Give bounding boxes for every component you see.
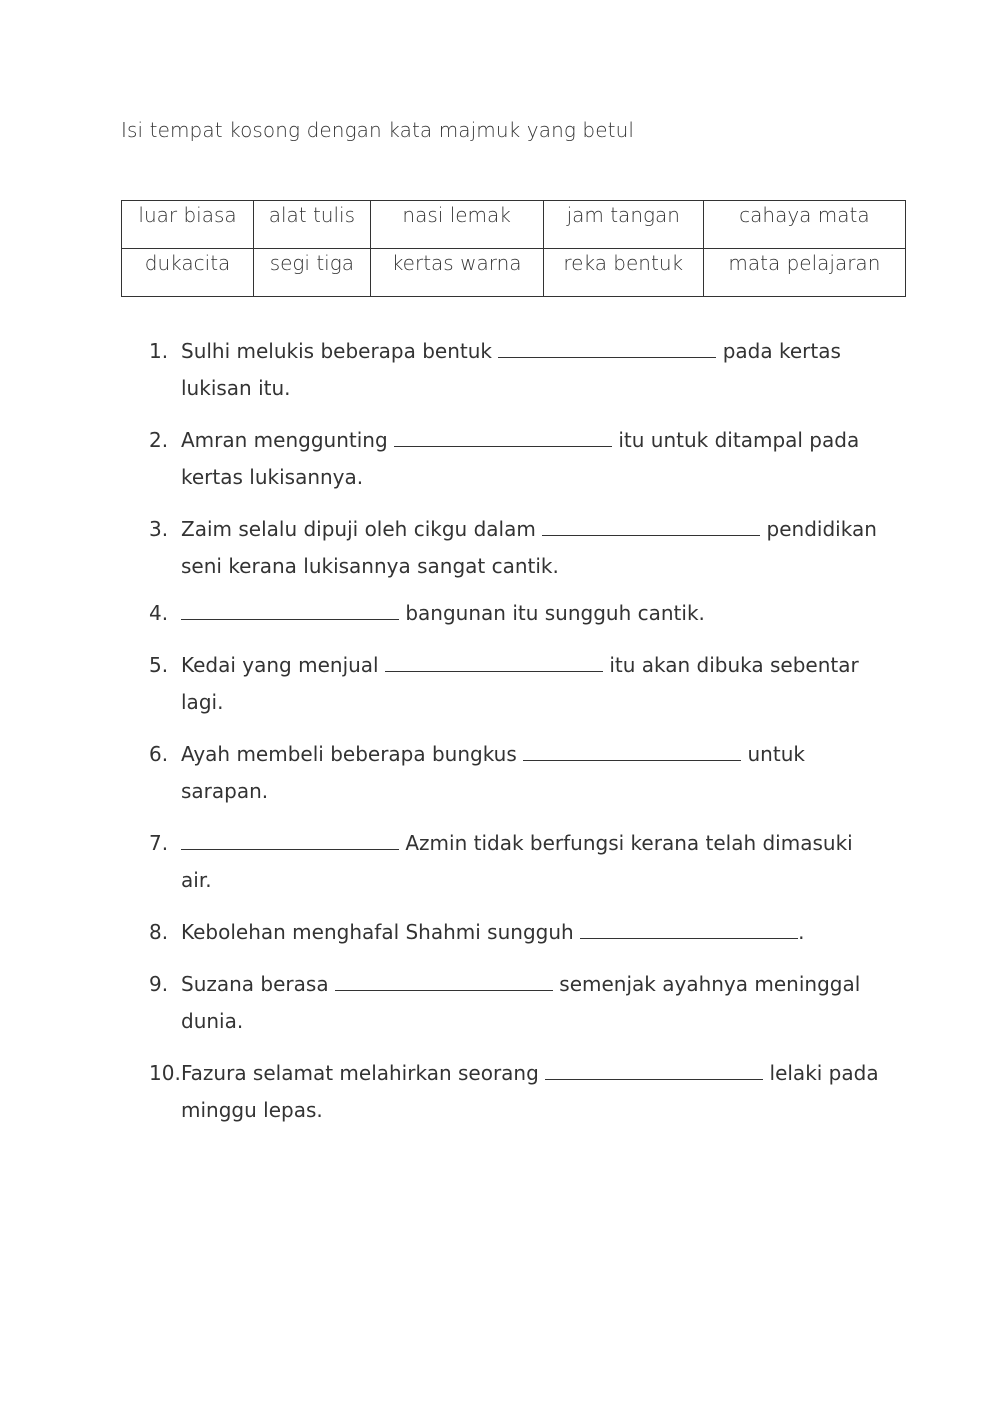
answer-blank[interactable] [580, 916, 798, 939]
question-line [181, 595, 705, 631]
question-text-after: untuk [741, 742, 805, 766]
question-line [181, 736, 805, 772]
word-bank-table [121, 200, 906, 297]
question-text-line2: air. [181, 868, 212, 892]
question-text-line2: lukisan itu. [181, 376, 291, 400]
question-text-line2: dunia. [181, 1009, 244, 1033]
word-bank-cell: luar biasa [122, 201, 254, 249]
answer-blank[interactable] [385, 649, 603, 672]
question-text-after: bangunan itu sungguh cantik. [399, 601, 705, 625]
question-text-after: itu untuk ditampal pada [612, 428, 860, 452]
question-text-line2: kertas lukisannya. [181, 465, 364, 489]
answer-blank[interactable] [181, 827, 399, 850]
question-text-before: Fazura selamat melahirkan seorang [181, 1061, 546, 1085]
question-line [181, 914, 804, 950]
question-text-before: Zaim selalu dipuji oleh cikgu dalam [181, 517, 543, 541]
question-line [181, 1055, 879, 1091]
question-text-line2: lagi. [181, 690, 224, 714]
question-text-after: Azmin tidak berfungsi kerana telah dimasuki [399, 831, 853, 855]
question-number: 9. [149, 972, 169, 996]
question-number: 4. [149, 601, 169, 625]
question-text-line2: seni kerana lukisannya sangat cantik. [181, 554, 559, 578]
word-bank-cell: nasi lemak [370, 201, 543, 249]
word-bank-cell: cahaya mata [703, 201, 905, 249]
word-bank-cell: segi tiga [254, 249, 371, 297]
question-text-before: Amran menggunting [181, 428, 395, 452]
question-text-before: Suzana berasa [181, 972, 335, 996]
question-line [181, 333, 841, 369]
word-bank-cell: mata pelajaran [703, 249, 905, 297]
question-text-after: lelaki pada [763, 1061, 879, 1085]
answer-blank[interactable] [545, 1057, 763, 1080]
instruction-text: Isi tempat kosong dengan kata majmuk yang betul [121, 118, 635, 142]
question-number: 2. [149, 428, 169, 452]
question-text-before: Sulhi melukis beberapa bentuk [181, 339, 499, 363]
answer-blank[interactable] [394, 424, 612, 447]
word-bank-cell: reka bentuk [543, 249, 703, 297]
word-bank-cell: dukacita [122, 249, 254, 297]
question-line [181, 511, 877, 547]
question-text-before: Ayah membeli beberapa bungkus [181, 742, 524, 766]
question-line [181, 966, 860, 1002]
answer-blank[interactable] [523, 738, 741, 761]
question-text-after: semenjak ayahnya meninggal [552, 972, 861, 996]
word-bank-row-2 [122, 249, 906, 297]
question-number: 3. [149, 517, 169, 541]
question-number: 5. [149, 653, 169, 677]
answer-blank[interactable] [498, 335, 716, 358]
question-line [181, 647, 859, 683]
question-text-before: Kedai yang menjual [181, 653, 385, 677]
question-text-before: Kebolehan menghafal Shahmi sungguh [181, 920, 581, 944]
word-bank-cell: alat tulis [254, 201, 371, 249]
question-number: 6. [149, 742, 169, 766]
question-text-after: pada kertas [716, 339, 841, 363]
question-text-line2: sarapan. [181, 779, 269, 803]
word-bank-cell: jam tangan [543, 201, 703, 249]
question-text-after: pendidikan [760, 517, 877, 541]
question-number: 7. [149, 831, 169, 855]
question-text-line2: minggu lepas. [181, 1098, 323, 1122]
answer-blank[interactable] [542, 513, 760, 536]
question-number: 10. [149, 1061, 181, 1085]
question-text-after: itu akan dibuka sebentar [602, 653, 859, 677]
question-line [181, 422, 859, 458]
answer-blank[interactable] [181, 597, 399, 620]
question-number: 1. [149, 339, 169, 363]
word-bank-row-1 [122, 201, 906, 249]
question-number: 8. [149, 920, 169, 944]
word-bank-cell: kertas warna [370, 249, 543, 297]
question-text-after: . [798, 920, 805, 944]
answer-blank[interactable] [335, 968, 553, 991]
question-line [181, 825, 853, 861]
